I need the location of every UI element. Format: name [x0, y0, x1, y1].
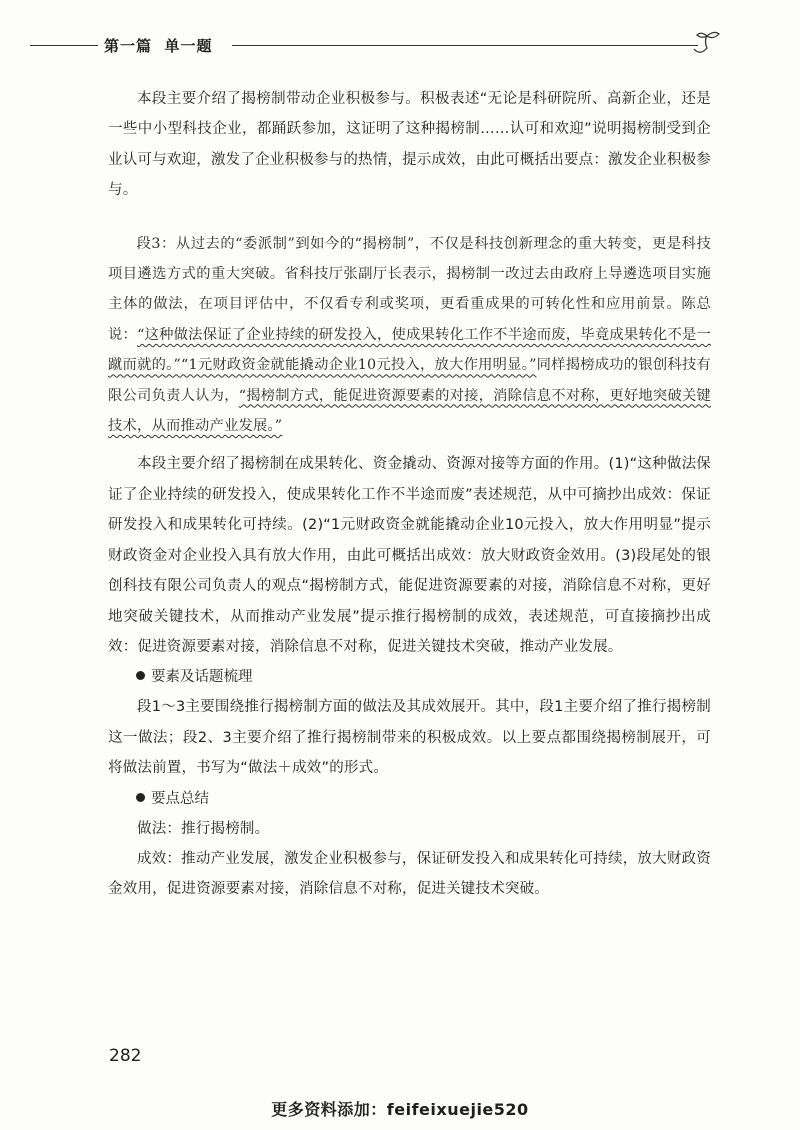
- section-heading-summary: [136, 784, 711, 814]
- summary-method: 做法：推行揭榜制。: [137, 820, 270, 837]
- sprout-icon: [692, 30, 722, 58]
- bullet-icon: [136, 793, 145, 802]
- header-title: 第一篇 单一题: [104, 37, 213, 55]
- analysis-paragraph-2: 本段主要介绍了揭榜制在成果转化、资金撬动、资源对接等方面的作用。(1)“这种做法保证了企业持续的研发投入，使成果转化工作不半途而废”表述规范，从中可摘抄出成效：保证研发投入和成果转化可持续。(2)“1元财政资金就能撬动企业10元投入，放大作用明显”提示财政资金对企业投入具有放大作用，由此可概括出成效：放大财政资金效用。(3)段尾处的银创科技有限公司负责人的观点“揭榜制方式，能促进资源要素的对接，消除信息不对称，更好地突破关键技术，从而推动产业发展”提示推行揭榜制的成效，表述规范，可直接摘抄出成效：促进资源要素对接，消除信息不对称，促进关键技术突破，推动产业发展。: [108, 456, 711, 655]
- footer-note: 更多资料添加：feifeixuejie520: [271, 1100, 529, 1119]
- passage-underline-2: “揭榜制方式，能促进资源要素的对接，消除信息不对称，更好地突破关键技术，从而推动产业发展。”: [108, 387, 711, 435]
- page-body: [108, 84, 711, 905]
- section-heading-summary-text: 要点总结: [151, 790, 209, 807]
- running-header: [0, 30, 800, 60]
- header-rule-right: [232, 45, 698, 46]
- analysis-paragraph-1: 本段主要介绍了揭榜制带动企业积极参与。积极表述“无论是科研院所、高新企业，还是一些中小型科技企业，都踊跃参加，这证明了这种揭榜制……认可和欢迎”说明揭榜制受到企业认可与欢迎，激发了企业积极参与的热情，提示成效，由此可概括出要点：激发企业积极参与。: [108, 91, 711, 199]
- header-rule-left: [30, 45, 98, 46]
- section-heading-elements: [136, 662, 711, 692]
- elements-paragraph: 段1～3主要围绕推行揭榜制方面的做法及其成效展开。其中，段1主要介绍了推行揭榜制这一做法；段2、3主要介绍了推行揭榜制带来的积极成效。以上要点都围绕揭榜制展开，可将做法前置，书写为“做法＋成效”的形式。: [108, 699, 711, 777]
- summary-effects: 成效：推动产业发展，激发企业积极参与，保证研发投入和成果转化可持续，放大财政资金效用，促进资源要素对接，消除信息不对称，促进关键技术突破。: [108, 850, 711, 898]
- page-number: 282: [109, 1046, 142, 1066]
- passage-text-b: 同样揭榜成功的银创科技有限公司负责人认为，: [108, 357, 711, 404]
- source-passage-3: [108, 229, 711, 442]
- section-heading-elements-text: 要素及话题梳理: [151, 669, 253, 686]
- passage-text-a: 段3：从过去的“委派制”到如今的“揭榜制”，不仅是科技创新理念的重大转变，更是科技项目遴选方式的重大突破。省科技厅张副厅长表示，揭榜制一改过去由政府上导遴选项目实施主体的做法，在项目评估中，不仅看专利或奖项，更看重成果的可转化性和应用前景。陈总说：: [108, 235, 711, 343]
- bullet-icon: [136, 671, 145, 680]
- passage-underline-1: “这种做法保证了企业持续的研发投入，使成果转化工作不半途而废，毕竟成果转化不是一蹴而就的。”“1元财政资金就能撬动企业10元投入，放大作用明显。”: [108, 326, 712, 374]
